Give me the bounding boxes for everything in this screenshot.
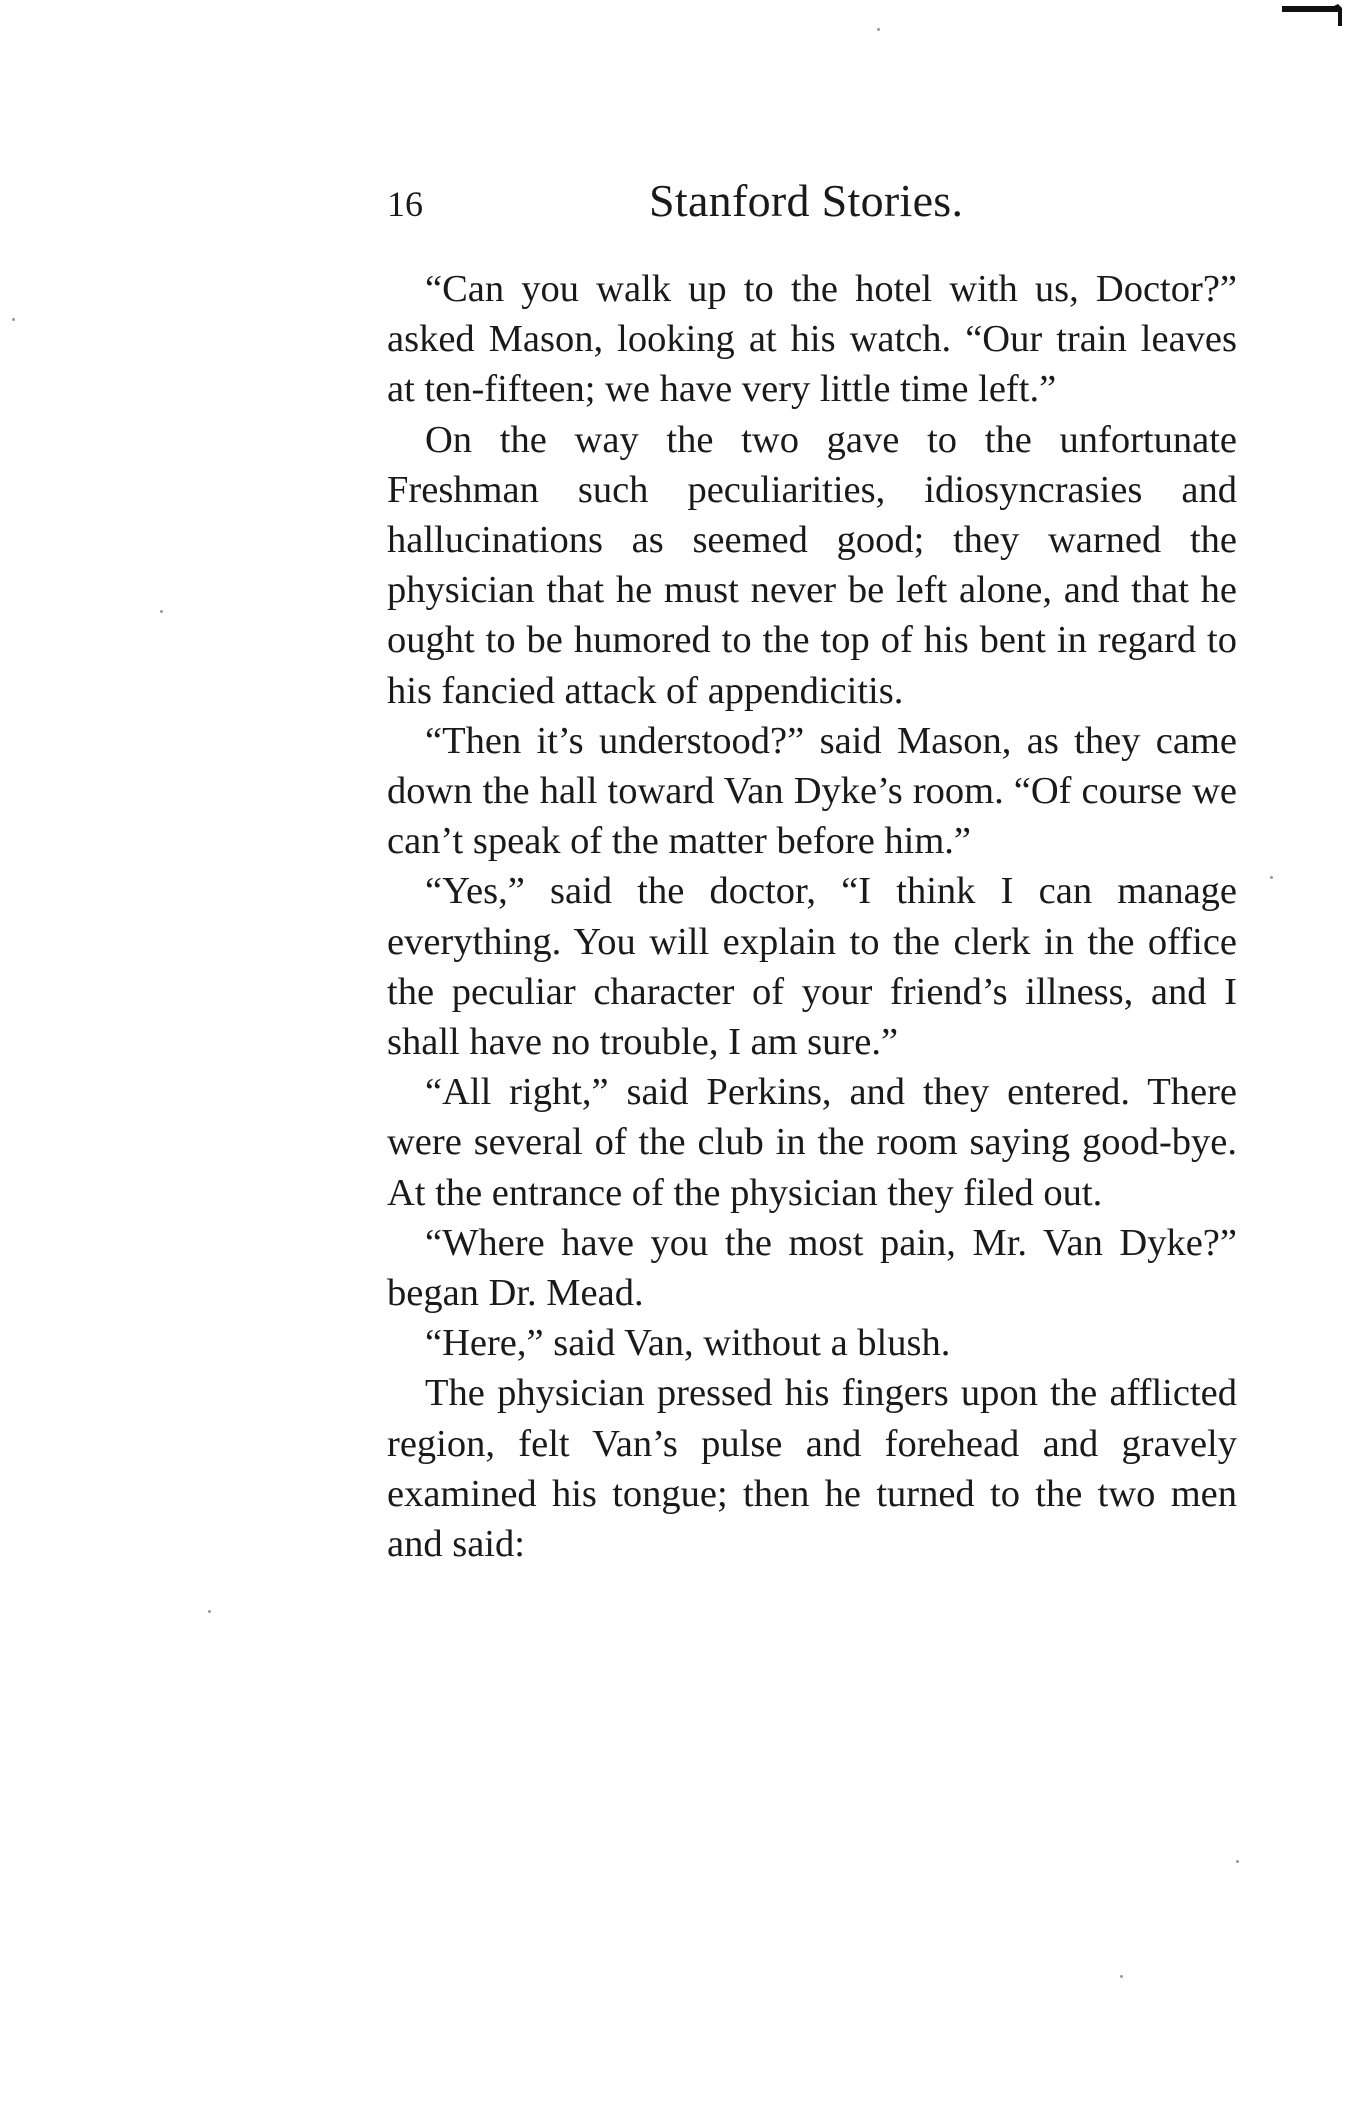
body-text (387, 264, 1237, 1569)
paper-speck (1236, 1860, 1239, 1863)
paper-speck (1120, 1975, 1123, 1978)
paragraph: “Then it’s understood?” said Mason, as they came down the hall toward Van Dyke’s room. “Of course we can’t speak of the matter before him.” (387, 719, 1237, 863)
page-header (387, 175, 1237, 238)
paper-speck (160, 610, 163, 613)
paragraph: “Can you walk up to the hotel with us, Doctor?” asked Mason, looking at his watch. “Our train leaves at ten-fifteen; we have very little time left.” (387, 268, 1237, 411)
running-title: Stanford Stories. (649, 175, 964, 226)
paper-speck (1270, 876, 1273, 879)
page-number: 16 (387, 184, 423, 224)
paper-speck (208, 1610, 211, 1613)
paper-speck (877, 28, 880, 31)
paragraph: The physician pressed his fingers upon the afflicted region, felt Van’s pulse and forehead and gravely examined his tongue; then he turned to the two men and said: (387, 1372, 1237, 1566)
page-corner-mark (1276, 0, 1346, 26)
paragraph: “Yes,” said the doctor, “I think I can manage everything. You will explain to the clerk in the office the peculiar character of your friend’s illness, and I shall have no trouble, I am sure.” (387, 870, 1237, 1064)
paragraph: On the way the two gave to the unfortunate Freshman such peculiarities, idiosyncrasies and hallucinations as seemed good; they warned the physician that he must never be left alone, and that he ought to be humored to the top of his bent in regard to his fancied attack of appendicitis. (387, 418, 1237, 712)
paper-speck (12, 318, 15, 321)
paragraph: “Where have you the most pain, Mr. Van Dyke?” began Dr. Mead. (387, 1221, 1237, 1315)
paragraph: “Here,” said Van, without a blush. (425, 1322, 951, 1365)
paragraph: “All right,” said Perkins, and they entered. There were several of the club in the room saying good-bye. At the entrance of the physician they filed out. (387, 1071, 1237, 1214)
